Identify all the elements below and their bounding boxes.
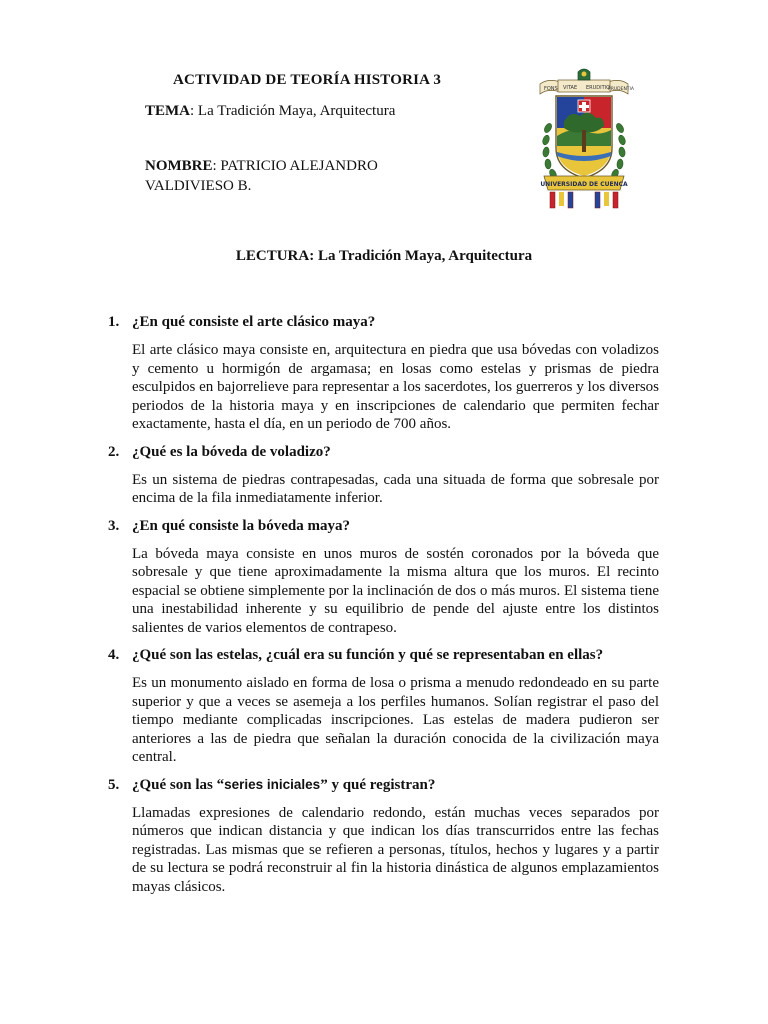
name-block [145,156,378,196]
question-1 [108,312,659,332]
name-line-1 [145,156,378,176]
university-crest-logo [538,66,634,212]
topic-label: TEMA [145,103,190,119]
banner-right-text: PRUDENTIA [608,87,634,92]
question-item-5 [108,775,659,897]
question-text [132,775,435,795]
activity-title: ACTIVIDAD DE TEORÍA HISTORIA 3 [173,72,442,88]
ribbon-text: UNIVERSIDAD DE CUENCA [540,181,628,188]
question-4 [108,645,659,665]
reading-title: LECTURA: La Tradición Maya, Arquitectura [235,248,533,264]
question-2 [108,442,659,462]
name-value-2: VALDIVIESO B. [145,178,252,194]
question-number: 2. [108,443,120,460]
answer-3: La bóveda maya consiste en unos muros de sostén coronados por la bóveda que sobresale y que tiene aproximadamente la misma altura que los muros. El recinto espacial se obtiene simplemente por la inclinación de dos o más muros. El sistema tiene una inestabilidad inherente y su equilibrio de pende del ajuste entre los distintos salientes de varios elementos de contrapeso. [132,545,659,636]
question-item-4 [108,645,659,767]
question-text: ¿Qué son las estelas, ¿cuál era su función y qué se representaban en ellas? [132,647,604,663]
question-item-3 [108,516,659,638]
question-text-pre: ¿Qué son las “ [132,776,225,793]
question-text-term: series iniciales [224,776,321,792]
question-item-1 [108,312,659,434]
question-number: 3. [108,517,120,534]
topic-line [145,103,395,120]
answer-2: Es un sistema de piedras contrapesadas, cada una situada de forma que sobresale por encima de la fila inmediatamente inferior. [132,471,659,506]
banner-left-text: FONS [544,86,558,92]
question-number: 4. [108,647,120,663]
answer-4: Es un monumento aislado en forma de losa o prisma a menudo redondeado en su parte superior y que a veces se asemeja a los perfiles humanos. Solían registrar el paso del tiempo mediante complicadas inscripciones. Las estelas de madera pudieron ser anteriores a las de piedra que señalan la duración conocida de la civilización maya central. [132,675,659,765]
question-text: ¿Qué es la bóveda de voladizo? [132,443,331,460]
question-text-post: ” y qué registran? [320,776,436,793]
answer-1: El arte clásico maya consiste en, arquitectura en piedra que usa bóvedas con voladizos y cemento u hormigón de argamasa; en losas como estelas y prismas de piedra esculpidos en bajorrelieve para representar a los sacerdotes, los guerreros y los diversos periodos de la historia maya y en inscripciones de calendario que permiten fechar exactamente, hasta el día, en un periodo de 700 años. [132,342,659,432]
answer-5: Llamadas expresiones de calendario redondo, están muchas veces separados por números que indican distancia y que indican los días transcurridos entre las fechas registradas. Las mismas que se refieren a personas, títulos, hechos y lugares y a partir de su lectura se podrá reconstruir al fin la historia dinástica de algunos emplazamientos mayas clásicos. [132,804,659,895]
question-number: 5. [108,776,120,793]
question-number: 1. [108,314,120,330]
question-text: ¿En qué consiste la bóveda maya? [132,517,350,534]
question-5 [108,775,659,795]
name-value-1: : PATRICIO ALEJANDRO [212,158,378,174]
question-text: ¿En qué consiste el arte clásico maya? [132,314,376,330]
question-3 [108,516,659,536]
questions-list [108,312,659,904]
banner-mid2-text: ERUDITIO [586,85,611,91]
question-item-2 [108,442,659,508]
banner-mid1-text: VITAE [563,85,578,91]
topic-value: : La Tradición Maya, Arquitectura [190,103,396,119]
name-label: NOMBRE [145,158,213,174]
